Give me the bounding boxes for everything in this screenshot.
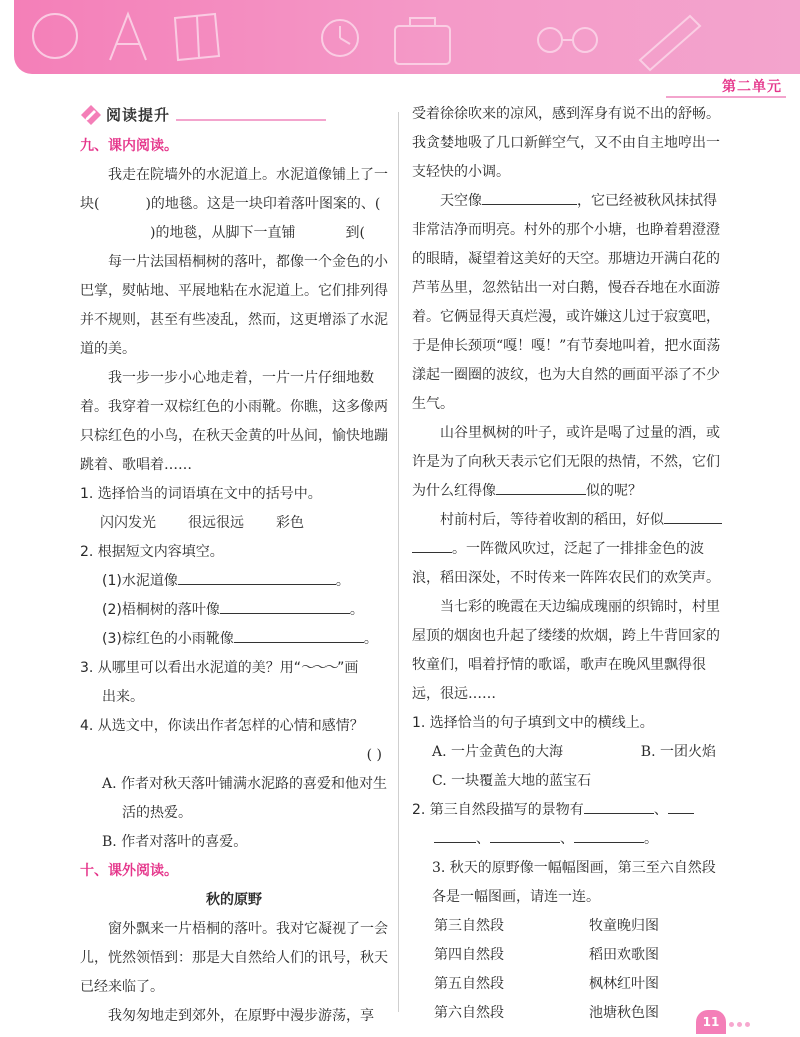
story-paragraph-3 <box>412 187 724 419</box>
unit-underline <box>666 96 786 98</box>
text-run: 山谷里枫树的叶子，或许是喝了过量的酒，或许是为了向秋天表示它们无限的热情，不然，它们为什么红得像 <box>412 425 720 499</box>
fill-item-label: (3)棕红色的小雨靴像 <box>102 631 234 647</box>
answer-blank[interactable] <box>664 508 722 524</box>
word-option: 很远很远 <box>188 515 244 531</box>
story-paragraph-6: 当七彩的晚霞在天边编成瑰丽的织锦时，村里屋顶的烟囱也升起了缕缕的炊烟，跨上牛背回家的牧童们，唱着抒情的歌谣，歌声在晚风里飘得很远，很远…… <box>412 599 720 702</box>
text-run: 我走在院墙外的水泥道上。水泥道像铺上 <box>108 167 360 183</box>
period: 。 <box>335 573 350 589</box>
option-a: A. 一片金黄色的大海 <box>432 744 564 760</box>
story-paragraph-2-cont: 受着徐徐吹来的凉风，感到浑身有说不出的舒畅。我贪婪地吸了几口新鲜空气，又不由自主地哼出一支轻快的小调。 <box>412 106 720 180</box>
period: 。 <box>349 602 364 618</box>
text-run: )的地毯。这是一块印着落叶 <box>145 196 319 212</box>
sentence-options-row <box>412 738 724 767</box>
text-run: 了一块( <box>80 167 388 212</box>
text-run: 到( <box>345 225 365 241</box>
fill-item-label: (2)梧桐树的落叶像 <box>102 602 220 618</box>
fill-item-label: (1)水泥道像 <box>102 573 178 589</box>
wave-line-mark: ～～～ <box>301 660 338 676</box>
answer-blank[interactable] <box>178 569 336 585</box>
answer-blank[interactable] <box>482 189 577 205</box>
text-run: 、 <box>476 831 490 847</box>
story-paragraph-5 <box>412 506 724 593</box>
answer-blank[interactable] <box>234 627 364 643</box>
option-c: C. 一块覆盖大地的蓝宝石 <box>432 773 592 789</box>
answer-blank[interactable] <box>490 827 560 843</box>
option-b: B. 作者对落叶的喜爱。 <box>102 834 248 850</box>
question-3: 3. 秋天的原野像一幅幅图画，第三至六自然段各是一幅图画，请连一连。 <box>432 860 716 905</box>
word-options <box>80 509 388 538</box>
text-run: ”画 <box>337 660 359 676</box>
section-badge <box>80 100 388 130</box>
match-row <box>412 912 724 941</box>
match-right-item[interactable]: 枫林红叶图 <box>589 976 659 992</box>
text-run: 2. 第三自然段描写的景物有 <box>412 802 584 818</box>
text-run: 似的呢？ <box>586 483 642 499</box>
option-a: A. 作者对秋天落叶铺满水泥路的喜爱和他对生活的热爱。 <box>102 776 388 821</box>
match-right-item[interactable]: 牧童晚归图 <box>589 918 659 934</box>
answer-blank[interactable] <box>434 827 476 843</box>
passage-paragraph-3: 我一步一步小心地走着，一片一片仔细地数着。我穿着一双棕红色的小雨靴。你瞧，这多像两只棕红色的小鸟，在秋天金黄的叶丛间，愉快地蹦跳着、歌唱着…… <box>80 370 388 473</box>
story-paragraph-1: 窗外飘来一片梧桐的落叶。我对它凝视了一会儿，恍然领悟到：那是大自然给人们的讯号，秋天已经来临了。 <box>80 921 388 995</box>
match-left-item[interactable]: 第六自然段 <box>434 1005 504 1021</box>
match-right-item[interactable]: 池塘秋色图 <box>589 1005 659 1021</box>
unit-label: 第二单元 <box>722 79 782 95</box>
period: 。 <box>363 631 378 647</box>
question-2-cont <box>412 825 724 854</box>
answer-paren[interactable]: ( ) <box>366 747 382 763</box>
text-run: 天空像 <box>440 193 482 209</box>
pencil-diamond-icon <box>80 104 102 126</box>
answer-blank[interactable] <box>412 537 452 553</box>
answer-blank[interactable] <box>574 827 644 843</box>
match-left-item[interactable]: 第五自然段 <box>434 976 504 992</box>
answer-blank[interactable] <box>584 798 654 814</box>
page-header <box>0 0 800 95</box>
passage-paragraph-1 <box>80 161 388 248</box>
right-column <box>412 100 724 1028</box>
story-title: 秋的原野 <box>206 892 262 908</box>
match-row <box>412 941 724 970</box>
fill-item-3 <box>80 625 388 654</box>
question-3-cont: 出来。 <box>102 689 144 705</box>
text-run: 3. 从哪里可以看出水泥道的美？用“ <box>80 660 302 676</box>
text-run: )的地毯，从脚下一直铺 <box>150 225 296 241</box>
column-divider <box>398 112 399 1012</box>
section-badge-line <box>176 119 326 121</box>
question-3 <box>80 654 388 683</box>
text-run: 村前村后，等待着收割的稻田，好似 <box>440 512 664 528</box>
word-option: 彩色 <box>276 515 304 531</box>
match-left-item[interactable]: 第四自然段 <box>434 947 504 963</box>
text-run: 、 <box>653 802 668 818</box>
question-1: 1. 选择恰当的词语填在文中的括号中。 <box>80 486 322 502</box>
stationery-decoration-icon <box>0 0 800 74</box>
answer-blank[interactable] <box>496 479 586 495</box>
question-2: 2. 根据短文内容填空。 <box>80 544 224 560</box>
page-dots-decoration <box>729 1022 750 1027</box>
match-row <box>412 999 724 1028</box>
section-9-title: 九、课内阅读。 <box>80 138 178 154</box>
word-option: 闪闪发光 <box>100 515 156 531</box>
story-paragraph-4 <box>412 419 724 506</box>
section-badge-label: 阅读提升 <box>106 105 171 124</box>
match-left-item[interactable]: 第三自然段 <box>434 918 504 934</box>
match-row <box>412 970 724 999</box>
question-2 <box>412 796 724 825</box>
text-run: 、 <box>560 831 574 847</box>
question-1: 1. 选择恰当的句子填到文中的横线上。 <box>412 715 654 731</box>
answer-blank[interactable] <box>668 798 694 814</box>
option-b: B. 一团火焰 <box>640 744 716 760</box>
text-run: 。 <box>644 831 658 847</box>
section-10-title: 十、课外阅读。 <box>80 863 178 879</box>
text-run: 。一阵微风吹过，泛起了一排排金色的波浪，稻田深处，不时传来一阵阵农民们的欢笑声。 <box>412 541 720 586</box>
question-4: 4. 从选文中，你读出作者怎样的心情和感情？ <box>80 718 364 734</box>
story-paragraph-2-start: 我匆匆地走到郊外，在原野中漫步游荡，享 <box>108 1008 374 1024</box>
page-number: 11 <box>696 1010 726 1034</box>
left-column <box>80 100 388 1031</box>
text-run: ，它已经被秋风抹拭得非常洁净而明亮。村外的那个小塘，也睁着碧澄澄的眼睛，凝望着这美好的天空。那塘边开满白花的芦苇丛里，忽然钻出一对白鹅，慢吞吞地在水面游着。它俩显得天真烂漫，或许嫌这儿过于寂寞吧，于是伸长颈项“嘎！嘎！”有节奏地叫着，把水面荡漾起一圈圈的波纹，也为大自然的画面平添了不少生气。 <box>412 193 721 412</box>
passage-paragraph-2: 每一片法国梧桐树的落叶，都像一个金色的小巴掌，熨帖地、平展地粘在水泥道上。它们排列得并不规则，甚至有些凌乱，然而，这更增添了水泥道的美。 <box>80 254 388 357</box>
fill-item-2 <box>80 596 388 625</box>
text-run: 图案的、( <box>318 196 381 212</box>
fill-item-1 <box>80 567 388 596</box>
answer-blank[interactable] <box>220 598 350 614</box>
match-right-item[interactable]: 稻田欢歌图 <box>589 947 659 963</box>
